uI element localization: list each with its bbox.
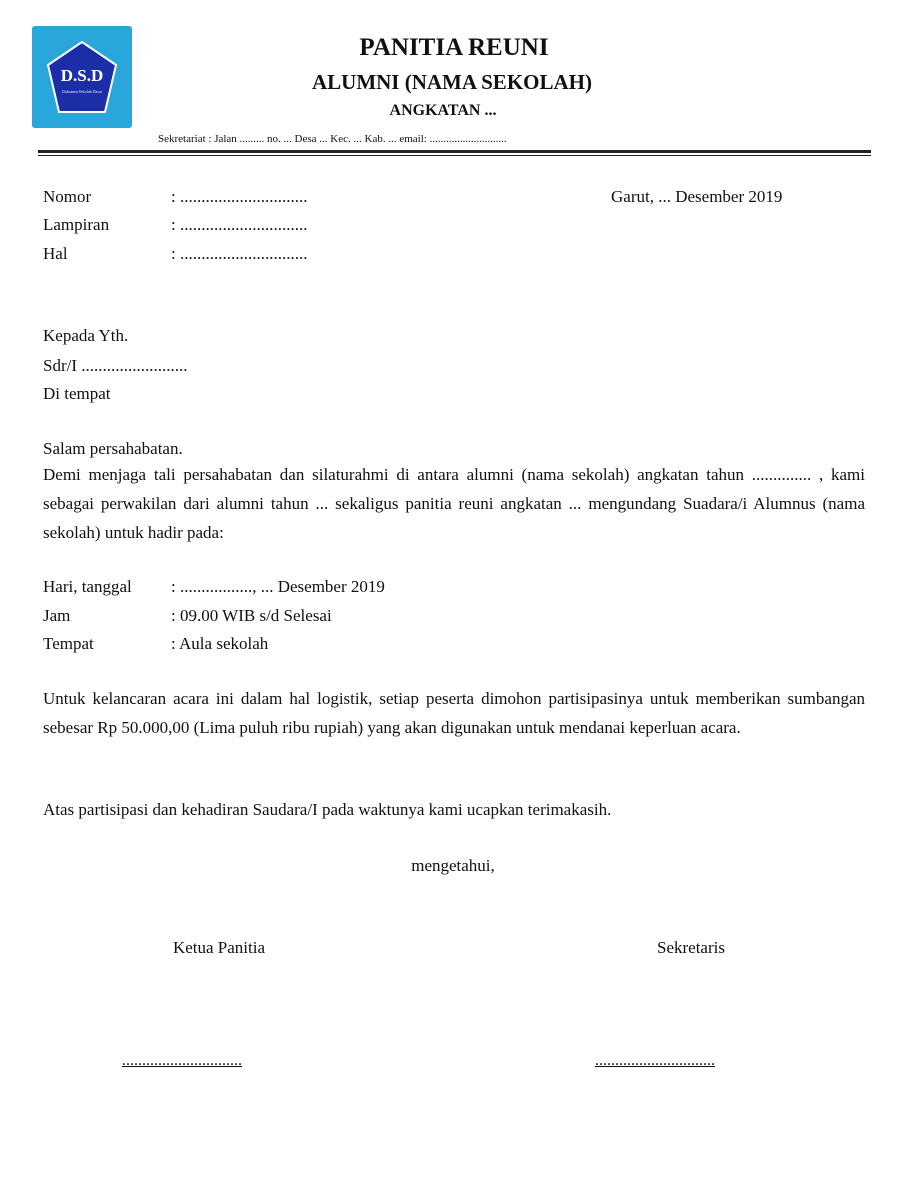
intro-paragraph: Demi menjaga tali persahabatan dan silaturahmi di antara alumni (nama sekolah) angkatan tahun .............. , kami sebagai perwakilan dari alumni tahun ... sekaligus panitia reuni angkatan ... mengundang Suadara/i Alumnus (nama sekolah) untuk hadir pada: xyxy=(43,465,865,542)
header-rule-thin xyxy=(38,155,871,156)
acknowledge-text: mengetahui, xyxy=(411,856,495,875)
hal-value: : .............................. xyxy=(171,244,308,263)
logo-text: D.S.D xyxy=(60,66,104,85)
committee-title: PANITIA REUNI xyxy=(359,34,549,61)
recipient-line-2: Sdr/I ......................... xyxy=(43,356,188,375)
time-label: Jam xyxy=(43,606,71,625)
chairman-title: Ketua Panitia xyxy=(172,938,266,957)
secretary-signature-line: .............................. xyxy=(595,1052,715,1069)
secretariat-address: Sekretariat : Jalan ......... no. ... Desa ... Kec. ... Kab. ... email: ............................ xyxy=(158,133,507,145)
chairman-signature-line: .............................. xyxy=(122,1052,242,1069)
nomor-value: : .............................. xyxy=(171,187,308,206)
recipient-line-3: Di tempat xyxy=(43,384,111,403)
time-value: : 09.00 WIB s/d Selesai xyxy=(171,606,332,625)
closing-paragraph: Atas partisipasi dan kehadiran Saudara/I pada waktunya kami ucapkan terimakasih. xyxy=(43,800,612,819)
lampiran-value: : .............................. xyxy=(171,215,308,234)
recipient-line-1: Kepada Yth. xyxy=(43,326,129,345)
nomor-label: Nomor xyxy=(43,187,92,206)
day-label: Hari, tanggal xyxy=(43,577,132,596)
day-value: : ................., ... Desember 2019 xyxy=(171,577,385,596)
logistics-paragraph: Untuk kelancaran acara ini dalam hal logistik, setiap peserta dimohon partisipasinya untuk memberikan sumbangan sebesar Rp 50.000,00 (Lima puluh ribu rupiah) yang akan digunakan untuk mendanai keperluan acara. xyxy=(43,689,865,737)
place-value: : Aula sekolah xyxy=(171,634,269,653)
hal-label: Hal xyxy=(43,244,68,263)
alumni-title: ALUMNI (NAMA SEKOLAH) xyxy=(311,70,592,94)
secretary-title: Sekretaris xyxy=(657,938,725,957)
header-rule-thick xyxy=(38,150,871,153)
letter-date: Garut, ... Desember 2019 xyxy=(611,187,783,206)
lampiran-label: Lampiran xyxy=(43,215,110,234)
batch-title: ANGKATAN ... xyxy=(389,102,497,119)
place-label: Tempat xyxy=(43,634,94,653)
greeting: Salam persahabatan. xyxy=(43,439,183,458)
logo-subtext: Dokumen Sekolah Dasar xyxy=(62,89,102,94)
